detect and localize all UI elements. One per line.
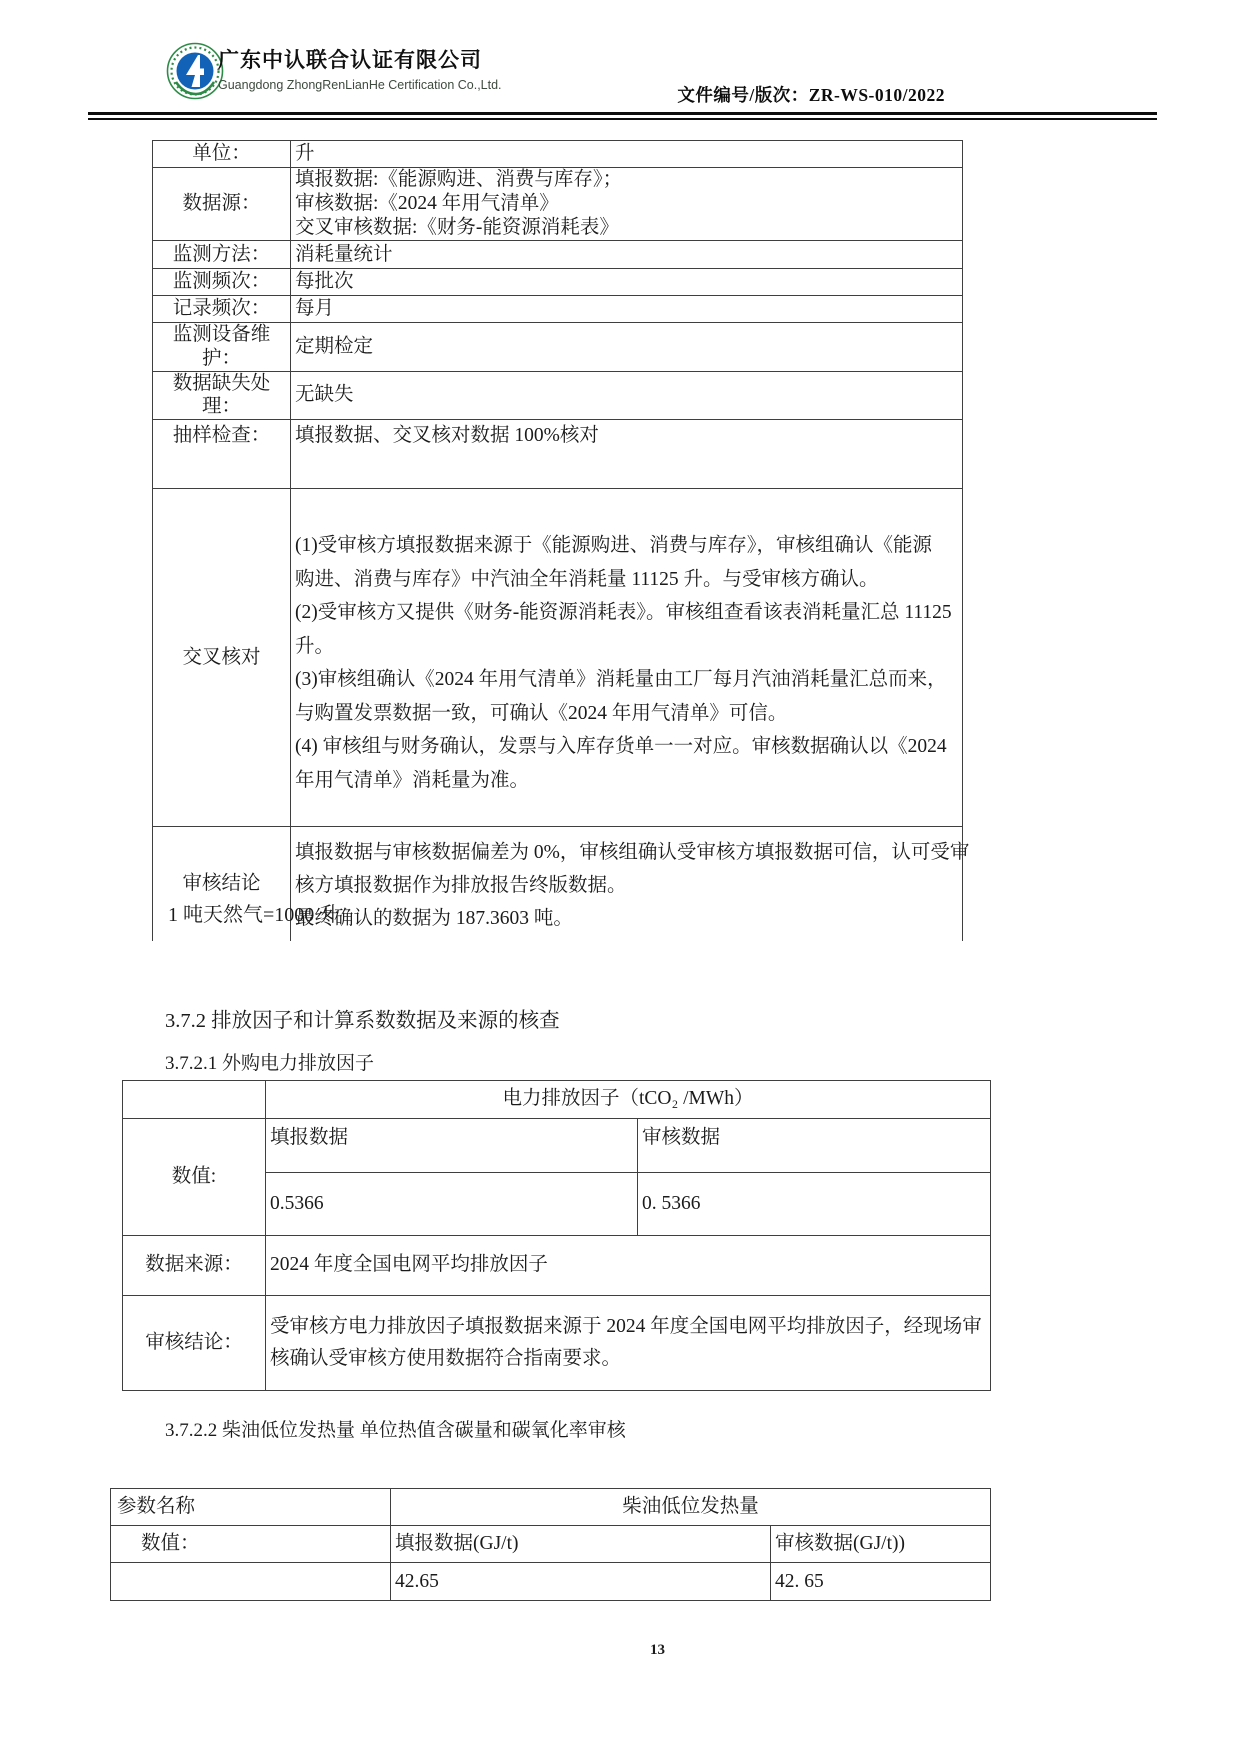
cross-check-line: (4) 审核组与财务确认，发票与入库存货单一一对应。审核数据确认以《2024 [295, 736, 947, 758]
diesel-reported-label: 填报数据(GJ/t) [391, 1526, 771, 1563]
param-name-value: 柴油低位发热量 [391, 1489, 991, 1526]
factor-verified-label: 审核数据 [638, 1119, 991, 1173]
cross-check-line: (2)受审核方又提供《财务-能资源消耗表》。审核组查看该表消耗量汇总 11125 [295, 602, 952, 624]
row-missing-data-value: 无缺失 [291, 371, 963, 420]
cross-check-line: 购进、消费与库存》中汽油全年消耗量 11125 升。与受审核方确认。 [295, 568, 879, 590]
row-monitor-method [153, 241, 963, 269]
row-unit-label: 单位： [153, 141, 291, 168]
row-monitor-method-label: 监测方法： [153, 241, 291, 269]
factor-conclusion-line: 核确认受审核方使用数据符合指南要求。 [270, 1348, 622, 1369]
doc-number: 文件编号/版次：ZR-WS-010/2022 [677, 85, 945, 105]
row-data-source-label: 数据源： [153, 168, 291, 241]
row-cross-check-value [291, 489, 963, 827]
factor-verified-value: 0. 5366 [638, 1173, 991, 1236]
conclusion-line: 核方填报数据作为排放报告终版数据。 [295, 875, 627, 897]
cross-check-line: (3)审核组确认《2024 年用气清单》消耗量由工厂每月汽油消耗量汇总而来， [295, 669, 947, 691]
factor-source-row [123, 1236, 991, 1296]
row-device-maintain [153, 323, 963, 372]
diesel-values-row [111, 1563, 991, 1601]
factor-conclusion-row [123, 1296, 991, 1391]
row-monitor-freq [153, 269, 963, 296]
row-record-freq-label: 记录频次： [153, 296, 291, 323]
param-header-row [111, 1489, 991, 1526]
row-unit-value: 升 [291, 141, 963, 168]
section-heading-3722: 3.7.2.2 柴油低位发热量 单位热值含碳量和碳氧化率审核 [165, 1420, 626, 1441]
cross-check-line: (1)受审核方填报数据来源于《能源购进、消费与库存》，审核组确认《能源 [295, 535, 932, 557]
gas-conversion-note: 1 吨天然气=1000 升 [168, 904, 340, 926]
row-record-freq-value: 每月 [291, 296, 963, 323]
row-missing-data-label: 数据缺失处理： [153, 371, 291, 420]
factor-reported-value: 0.5366 [266, 1173, 638, 1236]
row-monitor-freq-label: 监测频次： [153, 269, 291, 296]
factor-reported-label: 填报数据 [266, 1119, 638, 1173]
factor-value-label: 数值: [123, 1119, 266, 1236]
conclusion-line: 最终确认的数据为 187.3603 吨。 [295, 908, 573, 930]
cross-check-line: 与购置发票数据一致，可确认《2024 年用气清单》可信。 [295, 702, 788, 724]
factor-subheader-row [123, 1119, 991, 1173]
diesel-calorific-table [110, 1488, 991, 1601]
cross-check-line: 年用气清单》消耗量为准。 [295, 769, 530, 791]
row-audit-conclusion-label: 审核结论 [153, 827, 291, 941]
diesel-reported-value: 42.65 [391, 1563, 771, 1601]
factor-source-value: 2024 年度全国电网平均排放因子 [266, 1236, 991, 1296]
factor-header-empty-cell [123, 1081, 266, 1119]
header-divider [88, 112, 1157, 120]
diesel-empty-cell [111, 1563, 391, 1601]
row-missing-data [153, 371, 963, 420]
row-sampling-check-value: 填报数据、交叉核对数据 100%核对 [291, 420, 963, 489]
param-name-label: 参数名称 [111, 1489, 391, 1526]
row-sampling-check [153, 420, 963, 489]
company-name-cn: 广东中认联合认证有限公司 [218, 49, 482, 72]
row-monitor-freq-value: 每批次 [291, 269, 963, 296]
row-cross-check [153, 489, 963, 827]
certification-seal-icon [166, 42, 224, 100]
diesel-verified-value: 42. 65 [771, 1563, 991, 1601]
data-source-line: 审核数据:《2024 年用气清单》 [295, 193, 559, 214]
data-source-line: 交叉审核数据:《财务-能资源消耗表》 [295, 217, 619, 238]
company-logo [166, 42, 224, 100]
row-audit-conclusion-value [291, 827, 970, 941]
diesel-verified-label: 审核数据(GJ/t)) [771, 1526, 991, 1563]
row-cross-check-label: 交叉核对 [153, 489, 291, 827]
row-unit [153, 141, 963, 168]
company-name-en: Guangdong ZhongRenLianHe Certification Co.,Ltd. [218, 78, 502, 92]
row-monitor-method-value: 消耗量统计 [291, 241, 963, 269]
cross-check-line: 升。 [295, 635, 335, 657]
factor-conclusion-value [266, 1296, 991, 1391]
row-sampling-check-label: 抽样检查： [153, 420, 291, 489]
section-heading-372: 3.7.2 排放因子和计算系数数据及来源的核查 [165, 1010, 560, 1032]
row-device-maintain-value: 定期检定 [291, 323, 963, 372]
factor-header-title: 电力排放因子（tCO₂ /MWh） [266, 1081, 991, 1119]
diesel-value-label: 数值： [111, 1526, 391, 1563]
row-record-freq [153, 296, 963, 323]
row-device-maintain-label: 监测设备维护： [153, 323, 291, 372]
row-data-source-value [291, 168, 963, 241]
factor-conclusion-label: 审核结论： [123, 1296, 266, 1391]
page-number: 13 [650, 1642, 665, 1658]
row-data-source [153, 168, 963, 241]
factor-conclusion-line: 受审核方电力排放因子填报数据来源于 2024 年度全国电网平均排放因子，经现场审 [270, 1316, 982, 1337]
factor-header-row [123, 1081, 991, 1119]
factor-source-label: 数据来源： [123, 1236, 266, 1296]
electricity-factor-table [122, 1080, 991, 1391]
conclusion-line: 填报数据与审核数据偏差为 0%，审核组确认受审核方填报数据可信，认可受审 [295, 842, 970, 864]
diesel-subheader-row [111, 1526, 991, 1563]
data-source-line: 填报数据:《能源购进、消费与库存》； [295, 169, 623, 190]
section-heading-3721: 3.7.2.1 外购电力排放因子 [165, 1053, 375, 1074]
monitoring-table [152, 140, 970, 941]
